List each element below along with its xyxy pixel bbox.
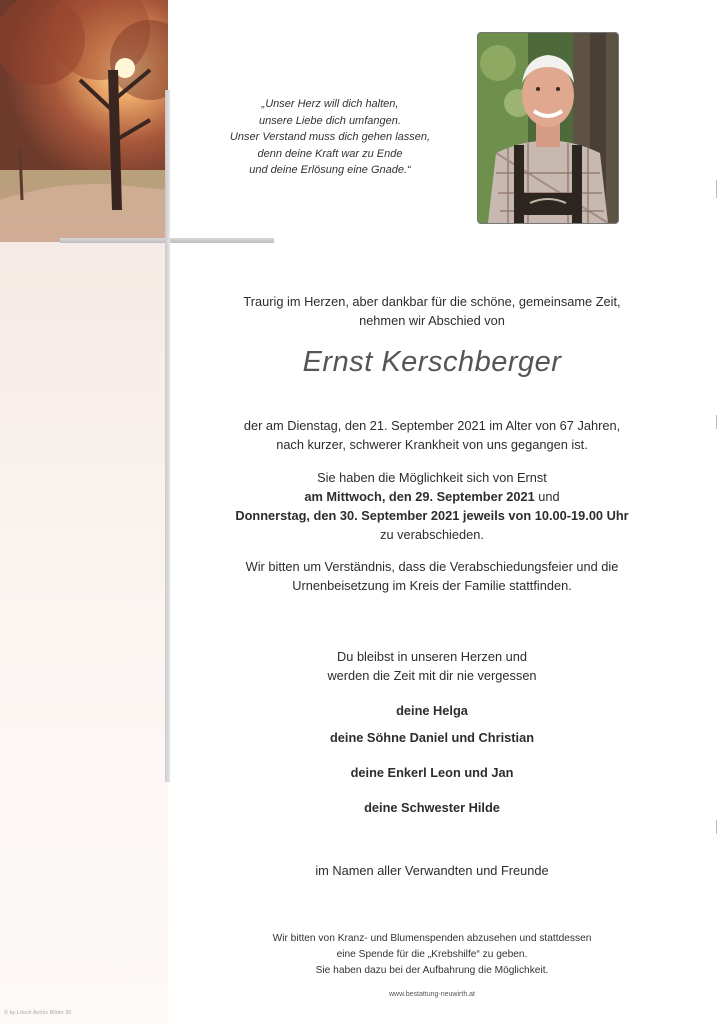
funeral-home-website: www.bestattung-neuwirth.at bbox=[389, 991, 475, 998]
edge-mark bbox=[716, 820, 717, 834]
deceased-name: Ernst Kerschberger bbox=[302, 346, 562, 378]
closing-text bbox=[170, 647, 694, 685]
intro-text bbox=[170, 292, 694, 330]
quote-line: „Unser Herz will dich halten, bbox=[261, 98, 399, 110]
quote-line: unsere Liebe dich umfangen. bbox=[259, 114, 401, 127]
farewell-info bbox=[170, 468, 694, 544]
farewell-line: Sie haben die Möglichkeit sich von Ernst bbox=[317, 470, 547, 485]
intro-line: nehmen wir Abschied von bbox=[359, 313, 505, 328]
image-copyright: © by Lösch Archiv Bilder 30 bbox=[4, 1010, 72, 1016]
relatives-line: im Namen aller Verwandten und Freunde bbox=[315, 863, 549, 878]
farewell-date-1: am Mittwoch, den 29. September 2021 bbox=[304, 489, 535, 504]
donation-line: eine Spende für die „Krebshilfe“ zu geben. bbox=[336, 949, 528, 960]
edge-mark bbox=[716, 180, 717, 198]
donation-line: Sie haben dazu bei der Aufbahrung die Möglichkeit. bbox=[315, 965, 549, 976]
autumn-tree-image bbox=[0, 0, 168, 242]
farewell-conjunction: und bbox=[534, 489, 560, 504]
farewell-line bbox=[170, 487, 694, 506]
ceremony-line: Urnenbeisetzung im Kreis der Familie stattfinden. bbox=[292, 578, 572, 593]
mourner: deine Söhne Daniel und Christian bbox=[329, 730, 535, 745]
death-notice-line: nach kurzer, schwerer Krankheit von uns gegangen ist. bbox=[276, 437, 588, 452]
farewell-date-2: Donnerstag, den 30. September 2021 jeweils von 10.00-19.00 Uhr bbox=[235, 508, 629, 523]
ceremony-info bbox=[170, 557, 694, 595]
quote-line: denn deine Kraft war zu Ende bbox=[257, 147, 403, 160]
closing-line: werden die Zeit mit dir nie vergessen bbox=[327, 668, 537, 683]
ceremony-line: Wir bitten um Verständnis, dass die Verabschiedungsfeier und die bbox=[245, 559, 619, 574]
donation-note bbox=[170, 931, 694, 979]
death-notice-line: der am Dienstag, den 21. September 2021 im Alter von 67 Jahren, bbox=[243, 418, 621, 433]
portrait-photo bbox=[478, 33, 618, 223]
edge-mark bbox=[716, 415, 717, 429]
closing-line: Du bleibst in unseren Herzen und bbox=[337, 649, 527, 664]
quote-line: und deine Erlösung eine Gnade.“ bbox=[249, 164, 411, 176]
donation-line: Wir bitten von Kranz- und Blumenspenden abzusehen und stattdessen bbox=[272, 933, 592, 944]
death-notice bbox=[170, 416, 694, 454]
mourner: deine Helga bbox=[396, 703, 468, 718]
mourner: deine Schwester Hilde bbox=[364, 800, 500, 815]
farewell-line: zu verabschieden. bbox=[380, 527, 484, 542]
mourner: deine Enkerl Leon und Jan bbox=[350, 765, 514, 780]
poem-quote bbox=[205, 96, 455, 179]
intro-line: Traurig im Herzen, aber dankbar für die schöne, gemeinsame Zeit, bbox=[243, 294, 621, 309]
quote-line: Unser Verstand muss dich gehen lassen, bbox=[229, 131, 431, 143]
